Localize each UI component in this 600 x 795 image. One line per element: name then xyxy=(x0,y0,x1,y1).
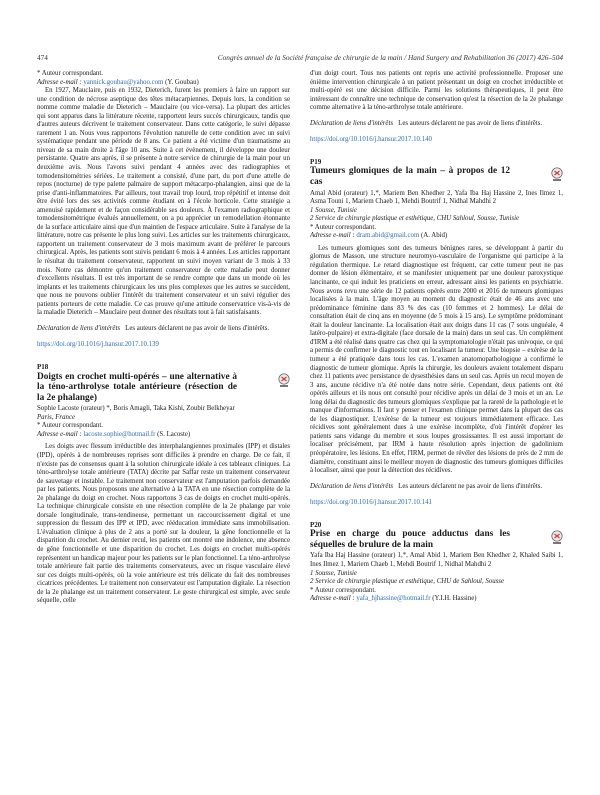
author-email-link[interactable]: dram.abid@gmail.com xyxy=(356,232,420,240)
abstract-code: P19 xyxy=(310,157,322,166)
doi-link[interactable]: https://doi.org/10.1016/j.hansur.2017.10.141 xyxy=(310,499,432,507)
doi-link[interactable]: https://doi.org/10.1016/j.hansur.2017.10.140 xyxy=(310,136,432,144)
author-email-line: Adresse e-mail : lacoste.sophie@hotmail.fr (S. Lacoste) xyxy=(37,430,191,438)
corresponding-author-note: * Auteur correspondant. xyxy=(37,422,103,430)
journal-running-title: Congrès annuel de la Société française de chirurgie de la main / Hand Surgery and Rehabilitation 36 (2017) 426–504 xyxy=(217,53,563,62)
abstract-body: En 1927, Mauclaire, puis en 1932, Dieterich, furent les premiers à faire un rapport sur une condition de nécrose aseptique des têtes métacarpiennes. Depuis lors, la condition se nomme comme maladie de Dieterich – Mauclaire (ou vice-versa). La plupart des articles qui sont apparus dans la littérature récente, rapportent leurs succès chirurgicaux, tandis que d'autres auteurs décrivent le traitement conservateur. Dans cette catégorie, le suivi dépasse rarement 1 an. Nous vous rapportons l'évolution naturelle de cette condition avec un suivi systématique pendant une période de 8 ans. Ce patient a été victime d'un traumatisme au niveau de sa main droite à l'âge 10 ans. Suite à cet évènement, il développe une douleur persistante. Quatre ans après, il se présente à notre service de chirurgie de la main pour un deuxième avis. Nous l'avons suivi pendant 4 années avec des radiographies et tomodensitométries sériées. Le traitement a consisté, d'une part, du port d'une attelle de repos (nocturne) de type palette palmaire de support métacarpo-phalangien, ainsi que de la prise d'anti-inflammatoires. Par ailleurs, tout travail trop lourd, trop répétitif et intense doit être évité lors des ses activités comme étudiant en à l'école horticole. Cette stratégie a amenuisé rapidement et de façon considérable ses douleurs. À l'examen radiographique et tomodensitométrique évalués annuellement, on a pu apprécier un remodellation étonnante de la surface articulaire ainsi que d'un maintien de l'espace articulaire. Suite à l'analyse de la littérature, notre cas présente le plus long suivi. Les articles sur les traitements chirurgicaux, rapportent un traitement conservateur de 3 mois maximum avant de préférer le parcours chirurgical. Après, les patients sont suivis pendant 6 mois à 4 années. Les articles rapportant le résultat du traitement conservateur, rapportent un suivi moyen variant de 3 mois à 33 mois. Notre cas démontre qu'un traitement conservateur de cette maladie peut donner d'excellents résultats. Il est très important de se rendre compte que dans un monde où les implants et les traitements chirurgicaux les uns plus complexes que les autres se succèdent, que nous ne pouvons oublier l'intérêt du traitement conservateur et un suivi régulier des patients porteurs de cette maladie. Ce cas prouve qu'une attitude conservatrice vis-à-vis de la maladie Dieterich – Mauclaire peut donner des résultats tout à fait satisfaisants. xyxy=(37,87,290,317)
affiliation-1: 1 Sousse, Tunisie xyxy=(310,569,357,577)
conflict-declaration: Déclaration de liens d'intérêts Les auteurs déclarent ne pas avoir de liens d'intérêts. xyxy=(310,119,543,127)
author-list: Amal Abid (orateur) 1,*, Mariem Ben Khedher 2, Yafa Iba Haj Hassine 2, Ines Ilmez 1, Asma Touni 1, Mariem Chaeb 1, Mehdi Boutrif 1, Nidhal Mahdhi 2 xyxy=(310,189,563,206)
left-column xyxy=(37,70,290,606)
abstract-body: Les doigts avec flessum irréductible des interphalangiennes proximales (IPP) et distales (IPD), opérés à de nombreuses reprises sont difficiles à prendre en charge. De ce fait, il n'existe pas de consensus quant à la solution chirurgicale idéale à ces tableaux cliniques. La téno-arthrolyse totale antérieure (TATA) décrite par Saffar reste un traitement conservateur de sauvetage et instable. Le traitement non conservateur est l'amputation parfois demandée par les patients. Nous proposons une alternative à la TATA en une résection complète de la 2e phalange du doigt en crochet. Nous rapportons 3 cas de doigts en crochet multi-opérés. La technique chirurgicale consiste en une résection complète de la 2e phalange par voie dorsale longitudinale, trans-tendineuse, permettant un raccourcissement digital et une suppression du flessum des IPP et IPD, avec rééducation immédiate sans immobilisation. L'évaluation clinique à plus de 2 ans a porté sur la douleur, la gêne fonctionnelle et la disparition du crochet. Au dernier recul, les patients ont montré une indolence, une absence de gêne fonctionnelle et une disparition du crochet. Les doigts en crochet multi-opérés représentent un handicap majeur pour les patients sur le plan fonctionnel. La téno-arthrolyse totale antérieure fait partie des traitements conservateurs, avec un risque vasculaire élevé sur ces doigts multi-opérés, où la voie antérieure est très délicate du fait des nombreuses cicatrices précédentes. Le traitement non conservateur est l'amputation digitale. La résection de la 2e phalange est un traitement conservateur. Le geste chirurgical est simple, avec seule séquelle, celle xyxy=(37,443,290,605)
doi-line xyxy=(310,136,563,145)
conflict-declaration: Déclaration de liens d'intérêts Les auteurs déclarent ne pas avoir de liens d'intérêts. xyxy=(310,482,543,490)
corresponding-author-note: * Auteur correspondant. xyxy=(310,223,376,231)
crossmark-icon[interactable] xyxy=(278,373,290,388)
affiliation: Paris, France xyxy=(37,413,76,421)
affiliation-2: 2 Service de chirurgie plastique et esthétique, CHU Sahloul, Sousse, Tunisie xyxy=(310,215,520,223)
abstract-p19 xyxy=(310,158,563,508)
author-email-line: Adresse e-mail : yannick.goubau@yahoo.com (Y. Goubau) xyxy=(37,78,199,86)
abstract-title: Prise en charge du pouce adductus dans les séquelles de brulure de la main xyxy=(310,529,510,550)
corresponding-author-note: * Auteur correspondant. xyxy=(37,70,103,77)
doi-link[interactable]: https://doi.org/10.1016/j.hansur.2017.10.139 xyxy=(37,341,159,349)
doi-line xyxy=(310,499,563,508)
affiliation-2: 2 Service de chirurgie plastique et esthétique, CHU de Sahloul, Sousse xyxy=(310,578,504,586)
right-column xyxy=(310,70,563,604)
abstract-p20 xyxy=(310,521,563,604)
author-list: Yafa Iba Haj Hassine (orateur) 1,*, Amal Abid 1, Mariem Ben Khedher 2, Khaled Saibi 1, Ines Ilmez 1, Mariem Chaeb 1, Mehdi Boutrif 1, Nidhal Mahdhi 2 xyxy=(310,552,563,568)
author-email-link[interactable]: lacoste.sophie@hotmail.fr xyxy=(83,430,156,438)
abstract-title: Tumeurs glomiques de la main – à propos de 12 cas xyxy=(310,166,510,187)
corresponding-author-note: * Auteur correspondant. xyxy=(310,586,376,594)
abstract-code: P20 xyxy=(310,520,322,529)
crossmark-icon[interactable] xyxy=(551,167,563,182)
affiliation-1: 1 Sousse, Tunisie xyxy=(310,206,357,214)
author-email-line: Adresse e-mail : yafa_hjhassine@hotmail.fr (Y.I.H. Hassine) xyxy=(310,595,477,603)
abstract-p18 xyxy=(37,363,290,606)
abstract-code: P18 xyxy=(37,362,49,371)
author-email-link[interactable]: yafa_hjhassine@hotmail.fr xyxy=(356,595,431,603)
crossmark-icon[interactable] xyxy=(551,530,563,545)
abstract-body: Les tumeurs glomiques sont des tumeurs bénignes rares, se développant à partir du glomus de Masson, une structure neuromyo-vasculaire de l'organisme qui participe à la régulation thermique. Le retard diagnostique est fréquent, car cette tumeur peut ne pas donner de lésion élémentaire, et se manifester uniquement par une douleur paroxystique lancinante, ce qui induit les praticiens en erreur, adressant ainsi les patients en psychiatrie. Nous avons revu une série de 12 patients opérés entre 2000 et 2016 de tumeurs glomiques localisées à la main. L'âge moyen au moment du diagnostic était de 46 ans avec une prédominance féminine dans 83 % des cas (10 femmes et 2 hommes). Le délai de consultation était de cinq ans en moyenne (de 5 mois à 15 ans). Le symptôme prédominant était la douleur lancinante. La localisation était aux doigts dans 11 cas (7 sous unguéale, 4 latéro-pulpaire) et extra-digitale (face dorsale de la main) dans un seul cas. Un complément d'IRM a été réalisé dans quatre cas chez qui la symptomatologie n'était pas univoque, ce qui a permis de confirmer le diagnostic tout en localisant la tumeur. Une biopsie – exérèse de la tumeur a été pratiquée dans tous les cas. L'examen anatomopathologique a confirmé le diagnostic de tumeur glomique. Après la chirurgie, les douleurs avaient totalement disparu chez 11 patients avec persistance de dysesthésies dans un seul cas. Après un recul moyen de 3 ans, aucune récidive n'a été notée dans notre série. Cependant, deux patients ont été opérés ailleurs et ils nous ont consulté pour récidive après un délai de 3 mois et un an. Le long délai du diagnostic des tumeurs glomiques s'explique par la rareté de la pathologie et le manque d'informations. Il faut y penser et l'examen clinique permet dans la plupart des cas de les diagnostiquer. L'exérèse de la tumeur est toujours immédiatement efficace. Les récidives sont généralement dues à une exérèse incomplète, d'où l'intérêt d'opérer les patients sans vidange du membre et sous loupes grossissantes. Il est aussi important de localiser précisément, par IRM à haute résolution après injection de gadolinium préopératoire, les lésions. En effet, l'IRM, permet de révéler des lésions de près de 2 mm de diamètre, constituant ainsi le meilleur moyen de diagnostic des tumeurs glomiques difficiles à localiser, ainsi que pour la détection des récidives. xyxy=(310,244,563,475)
doi-line xyxy=(37,341,290,350)
author-email-link[interactable]: yannick.goubau@yahoo.com xyxy=(83,78,164,86)
abstract-title: Doigts en crochet multi-opérés – une alternative à la téno-arthrolyse totale antérieure (résection de la 2e phalange) xyxy=(37,371,237,403)
conflict-declaration: Déclaration de liens d'intérêts Les auteurs déclarent ne pas avoir de liens d'intérêts. xyxy=(37,324,270,332)
page-number: 474 xyxy=(37,53,48,62)
author-list: Sophie Lacoste (orateur) *, Boris Amagli, Taka Kishi, Zoubir Belkheyar xyxy=(37,405,235,413)
abstract-body-continued: d'un doigt court. Tous nos patients ont repris une activité professionnelle. Proposer une énième intervention chirurgicale à un patient présentant un doigt en crochet irréductible et multi-opéré est une décision difficile. Parmi les solutions thérapeutiques, il peut être intéressant de connaître une technique de conservation qu'est la résection de la 2e phalange comme alternative à la téno-arthrolyse totale antérieure. xyxy=(310,70,563,112)
author-email-line: Adresse e-mail : dram.abid@gmail.com (A. Abid) xyxy=(310,232,448,240)
